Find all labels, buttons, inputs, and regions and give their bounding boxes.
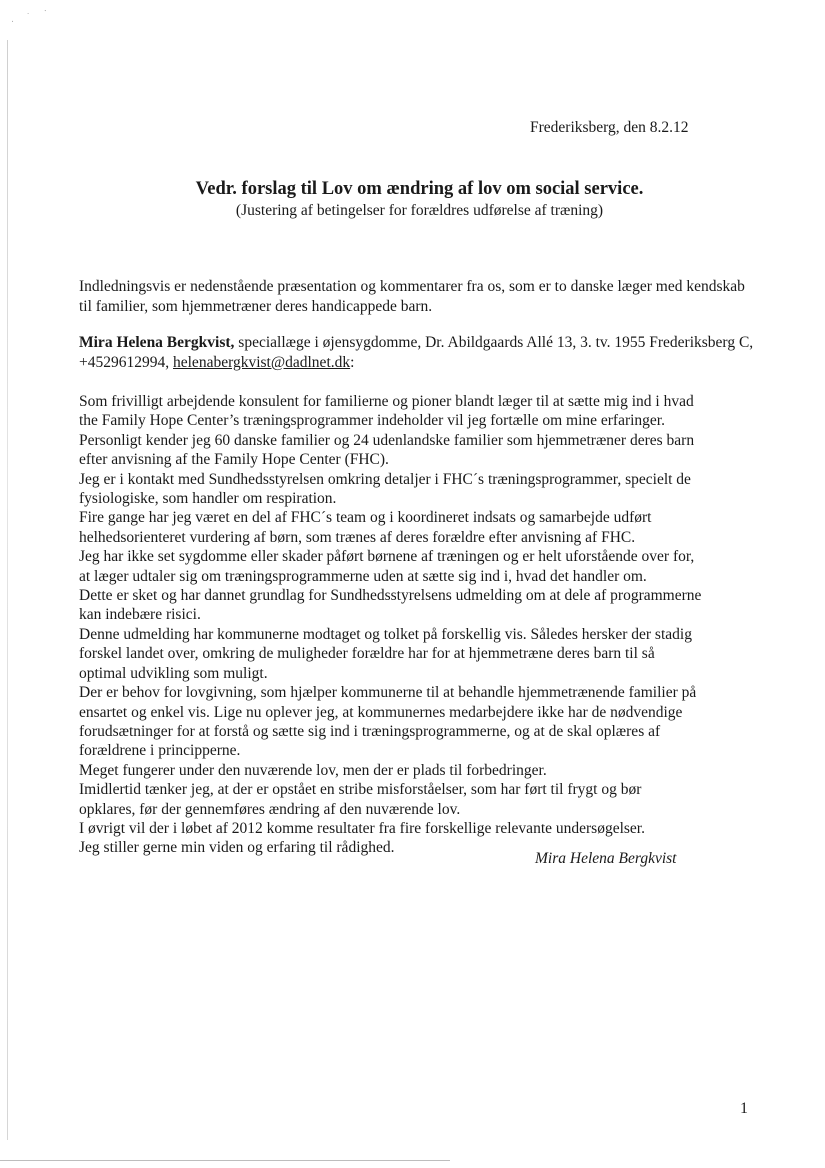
body-line: forskel landet over, omkring de muligheder forældre har for at hjemmetræne deres barn til så xyxy=(79,645,655,663)
body-line: Jeg har ikke set sygdomme eller skader påført børnene af træningen og er helt uforstående over for, xyxy=(79,548,695,566)
body-line: I øvrigt vil der i løbet af 2012 komme resultater fra fire forskellige relevante undersøgelser. xyxy=(79,819,645,837)
body-line: helhedsorienteret vurdering af børn, som trænes af deres forældre efter anvisning af FHC. xyxy=(79,528,636,546)
scan-specks: · ˙ · xyxy=(9,3,54,27)
body-text xyxy=(79,392,779,858)
author-details: speciallæge i øjensygdomme, Dr. Abildgaards Allé 13, 3. tv. 1955 Frederiksberg C, +4529612994, xyxy=(79,334,754,371)
document-title: Vedr. forslag til Lov om ændring af lov om social service. xyxy=(195,179,644,199)
body-line: fysiologiske, som handler om respiration. xyxy=(79,490,337,508)
body-line: Meget fungerer under den nuværende lov, men der er plads til forbedringer. xyxy=(79,761,547,779)
body-line: Dette er sket og har dannet grundlag for Sundhedsstyrelsens udmelding om at dele af programmerne xyxy=(79,587,702,605)
body-line: Jeg er i kontakt med Sundhedsstyrelsen omkring detaljer i FHC´s træningsprogrammer, specielt de xyxy=(79,470,691,488)
body-line: Personligt kender jeg 60 danske familier og 24 udenlandske familier som hjemmetræner deres barn xyxy=(79,431,695,449)
author-name: Mira Helena Bergkvist, xyxy=(79,334,235,351)
body-line: forudsætninger for at forstå og sætte sig ind i træningsprogrammerne, og at de skal oplæres af xyxy=(79,722,661,740)
author-email-link[interactable]: helenabergkvist@dadlnet.dk xyxy=(173,354,351,371)
body-line: Der er behov for lovgivning, som hjælper kommunerne til at behandle hjemmetrænende familier på xyxy=(79,684,697,702)
date-line: Frederiksberg, den 8.2.12 xyxy=(530,119,689,136)
body-line: Som frivilligt arbejdende konsulent for familierne og pioner blandt læger til at sætte mig ind i hvad xyxy=(79,393,694,410)
body-line: optimal udvikling som muligt. xyxy=(79,664,268,682)
body-line: opklares, før der gennemføres ændring af den nuværende lov. xyxy=(79,800,461,818)
body-line: at læger udtaler sig om træningsprogrammerne uden at sætte sig ind i, hvad det handler om. xyxy=(79,567,647,585)
body-line: Denne udmelding har kommunerne modtaget og tolket på forskellig vis. Således hersker der stadig xyxy=(79,625,692,643)
body-line: efter anvisning af the Family Hope Center (FHC). xyxy=(79,451,389,469)
body-line: the Family Hope Center’s træningsprogrammer indeholder vil jeg fortælle om mine erfaringer. xyxy=(79,412,665,430)
page-number: 1 xyxy=(740,1100,748,1117)
body-line: Imidlertid tænker jeg, at der er opstået en stribe misforståelser, som har ført til frygt og bør xyxy=(79,781,642,799)
body-line: Fire gange har jeg været en del af FHC´s team og i koordineret indsats og samarbejde udført xyxy=(79,509,652,527)
body-line: forældrene i principperne. xyxy=(79,742,241,760)
intro-paragraph: Indledningsvis er nedenstående præsentation og kommentarer fra os, som er to danske læger med kendskab til familier, som hjemmetræner deres handicappede barn. xyxy=(79,278,745,315)
document-subtitle: (Justering af betingelser for forældres udførelse af træning) xyxy=(235,202,604,219)
author-colon: : xyxy=(350,354,355,371)
author-info xyxy=(79,333,759,373)
signature: Mira Helena Bergkvist xyxy=(535,850,677,867)
scan-bottom-line xyxy=(0,1160,450,1161)
body-line: Jeg stiller gerne min viden og erfaring til rådighed. xyxy=(79,839,395,857)
body-line: ensartet og enkel vis. Lige nu oplever jeg, at kommunernes medarbejdere ikke har de nødvendige xyxy=(79,703,683,721)
body-line: kan indebære risici. xyxy=(79,606,201,624)
